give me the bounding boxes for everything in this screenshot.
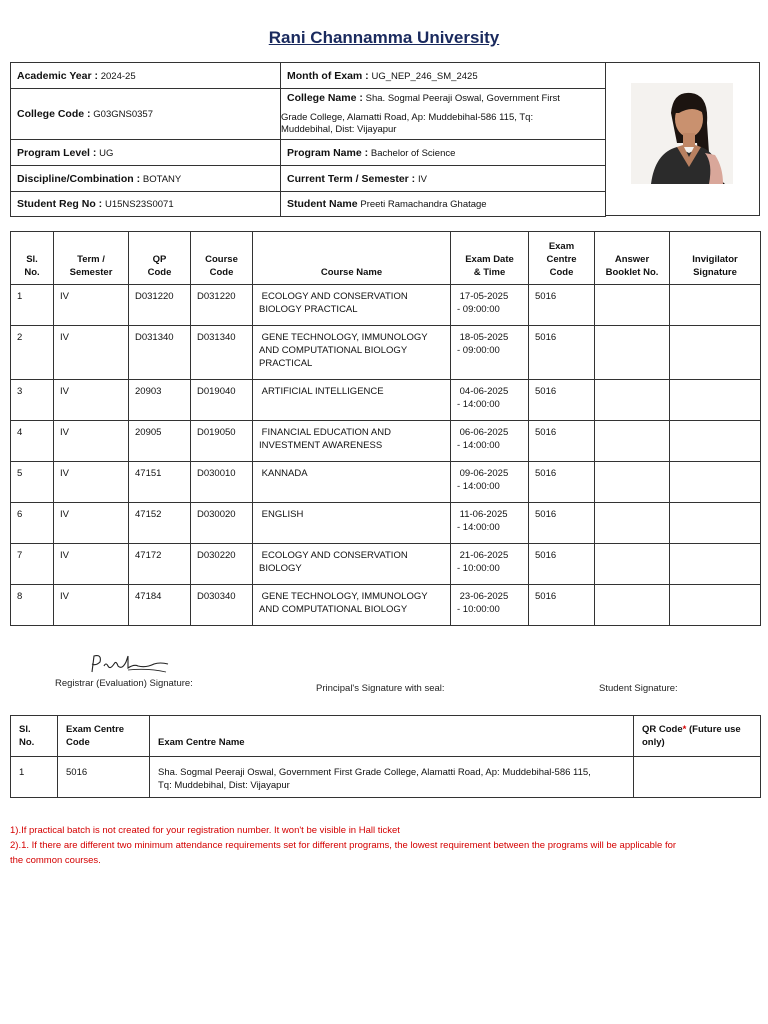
course-row <box>11 462 761 503</box>
exam-centre-table <box>10 715 761 798</box>
course-code-cell: D030220 <box>191 544 253 585</box>
discipline-cell <box>11 166 281 192</box>
page-title: Rani Channamma University <box>268 28 500 47</box>
reg-no-cell <box>11 192 281 217</box>
exam-centre-cell: 5016 <box>529 421 595 462</box>
course-name-cell: ENGLISH <box>253 503 451 544</box>
course-code-cell: D030340 <box>191 585 253 626</box>
sl-no-cell: 5 <box>11 462 54 503</box>
term-cell: IV <box>54 380 129 421</box>
answer-booklet-cell <box>595 462 670 503</box>
qp-code-cell: 47172 <box>129 544 191 585</box>
invigilator-signature-cell <box>670 544 761 585</box>
college-code-cell <box>11 89 281 140</box>
college-name-line2: Grade College, Alamatti Road, Ap: Muddebihal-586 115, Tq: <box>281 112 534 123</box>
courses-header-row <box>11 232 761 285</box>
term-cell: IV <box>54 544 129 585</box>
course-code-cell: D019050 <box>191 421 253 462</box>
sl-no-cell: 6 <box>11 503 54 544</box>
course-row <box>11 544 761 585</box>
course-name-cell: KANNADA <box>253 462 451 503</box>
exam-date-cell: 09-06-2025 - 14:00:00 <box>451 462 529 503</box>
term-label: Current Term / Semester : <box>287 172 416 185</box>
note-2: 2).1. If there are different two minimum attendance requirements set for different programs, the lowest requirement between the programs will be applicable for <box>10 840 677 851</box>
student-name-cell <box>281 192 606 217</box>
exam-centre-cell: 5016 <box>529 585 595 626</box>
invigilator-signature-cell <box>670 421 761 462</box>
course-name-cell: FINANCIAL EDUCATION AND INVESTMENT AWARENESS <box>253 421 451 462</box>
centre-code-cell: 5016 <box>58 757 150 798</box>
exam-centre-cell: 5016 <box>529 380 595 421</box>
qr-code-cell <box>634 757 761 798</box>
course-row <box>11 285 761 326</box>
photo-box <box>606 62 760 216</box>
qp-code-cell: D031340 <box>129 326 191 380</box>
exam-centre-cell: 5016 <box>529 544 595 585</box>
note-2-continued: the common courses. <box>10 855 101 866</box>
exam-date-cell: 06-06-2025 - 14:00:00 <box>451 421 529 462</box>
registrar-signature-icon <box>88 652 172 678</box>
term-header: Term / Semester <box>54 232 129 285</box>
qp-code-cell: 47152 <box>129 503 191 544</box>
invigilator-signature-cell <box>670 462 761 503</box>
centre-sl-header: Sl. No. <box>11 716 58 757</box>
student-name-label: Student Name <box>287 198 358 210</box>
exam-centre-row <box>11 757 761 798</box>
qr-code-header: QR Code* (Future use only) <box>634 716 761 757</box>
term-cell: IV <box>54 285 129 326</box>
course-name-cell: ECOLOGY AND CONSERVATION BIOLOGY <box>253 544 451 585</box>
course-code-cell: D030020 <box>191 503 253 544</box>
exam-centre-cell: 5016 <box>529 326 595 380</box>
sl-no-header: Sl. No. <box>11 232 54 285</box>
qp-code-cell: 47184 <box>129 585 191 626</box>
answer-booklet-header: Answer Booklet No. <box>595 232 670 285</box>
answer-booklet-cell <box>595 380 670 421</box>
academic-year-label: Academic Year : <box>17 69 98 82</box>
sl-no-cell: 8 <box>11 585 54 626</box>
college-name-cell <box>281 89 606 140</box>
sl-no-cell: 1 <box>11 285 54 326</box>
exam-centre-code-header: Exam Centre Code <box>529 232 595 285</box>
invigilator-signature-cell <box>670 380 761 421</box>
student-photo <box>631 83 733 184</box>
centre-sl-cell: 1 <box>11 757 58 798</box>
month-value: UG_NEP_246_SM_2425 <box>371 70 478 82</box>
exam-centre-cell: 5016 <box>529 503 595 544</box>
program-name-cell <box>281 140 606 166</box>
student-signature-label: Student Signature: <box>599 683 678 694</box>
invigilator-signature-header: Invigilator Signature <box>670 232 761 285</box>
course-code-cell: D019040 <box>191 380 253 421</box>
course-code-cell: D030010 <box>191 462 253 503</box>
discipline-value: BOTANY <box>142 173 182 185</box>
course-name-cell: GENE TECHNOLOGY, IMMUNOLOGY AND COMPUTATIONAL BIOLOGY <box>253 585 451 626</box>
term-value: IV <box>417 173 427 185</box>
college-name-line1: Sha. Sogmal Peeraji Oswal, Government First <box>365 93 560 104</box>
invigilator-signature-cell <box>670 285 761 326</box>
exam-centre-cell: 5016 <box>529 462 595 503</box>
answer-booklet-cell <box>595 585 670 626</box>
answer-booklet-cell <box>595 421 670 462</box>
course-name-cell: ECOLOGY AND CONSERVATION BIOLOGY PRACTICAL <box>253 285 451 326</box>
courses-table <box>10 231 761 626</box>
registrar-signature-label: Registrar (Evaluation) Signature: <box>55 678 193 689</box>
answer-booklet-cell <box>595 544 670 585</box>
program-name-label: Program Name : <box>287 146 369 159</box>
program-level-label: Program Level : <box>17 146 97 159</box>
qp-code-header: QP Code <box>129 232 191 285</box>
term-cell: IV <box>54 326 129 380</box>
month-cell <box>281 63 606 89</box>
term-cell <box>281 166 606 192</box>
principal-signature-label: Principal's Signature with seal: <box>316 683 445 694</box>
course-name-cell: GENE TECHNOLOGY, IMMUNOLOGY AND COMPUTATIONAL BIOLOGY PRACTICAL <box>253 326 451 380</box>
academic-year-value: 2024-25 <box>100 70 136 82</box>
course-row <box>11 380 761 421</box>
month-label: Month of Exam : <box>287 69 369 82</box>
reg-no-value: U15NS23S0071 <box>104 199 174 210</box>
college-code-label: College Code : <box>17 108 91 120</box>
exam-date-cell: 21-06-2025 - 10:00:00 <box>451 544 529 585</box>
term-cell: IV <box>54 503 129 544</box>
answer-booklet-cell <box>595 503 670 544</box>
student-photo-icon <box>631 83 733 184</box>
exam-date-cell: 04-06-2025 - 14:00:00 <box>451 380 529 421</box>
term-cell: IV <box>54 585 129 626</box>
course-row <box>11 326 761 380</box>
note-1: 1).If practical batch is not created for your registration number. It won't be visible in Hall ticket <box>10 825 400 836</box>
qp-code-cell: 20905 <box>129 421 191 462</box>
program-level-value: UG <box>99 147 114 159</box>
exam-centre-header-row <box>11 716 761 757</box>
student-info-table <box>10 62 606 217</box>
college-name-line3: Muddebihal, Dist: Vijayapur <box>281 124 397 135</box>
answer-booklet-cell <box>595 326 670 380</box>
reg-no-label: Student Reg No : <box>17 198 103 210</box>
course-row <box>11 585 761 626</box>
exam-date-cell: 11-06-2025 - 14:00:00 <box>451 503 529 544</box>
program-name-value: Bachelor of Science <box>370 147 456 159</box>
course-code-cell: D031340 <box>191 326 253 380</box>
academic-year-cell <box>11 63 281 89</box>
centre-name-header: Exam Centre Name <box>150 716 634 757</box>
course-code-header: Course Code <box>191 232 253 285</box>
invigilator-signature-cell <box>670 326 761 380</box>
invigilator-signature-cell <box>670 585 761 626</box>
centre-name-cell: Sha. Sogmal Peeraji Oswal, Government First Grade College, Alamatti Road, Ap: Muddebihal-586 115, Tq: Muddebihal, Dist: Vijayapur <box>150 757 634 798</box>
exam-date-cell: 17-05-2025 - 09:00:00 <box>451 285 529 326</box>
qp-code-cell: D031220 <box>129 285 191 326</box>
sl-no-cell: 7 <box>11 544 54 585</box>
notes <box>10 823 760 868</box>
sl-no-cell: 4 <box>11 421 54 462</box>
sl-no-cell: 3 <box>11 380 54 421</box>
exam-date-cell: 23-06-2025 - 10:00:00 <box>451 585 529 626</box>
course-name-header: Course Name <box>253 232 451 285</box>
program-level-cell <box>11 140 281 166</box>
invigilator-signature-cell <box>670 503 761 544</box>
sl-no-cell: 2 <box>11 326 54 380</box>
course-name-cell: ARTIFICIAL INTELLIGENCE <box>253 380 451 421</box>
centre-code-header: Exam Centre Code <box>58 716 150 757</box>
course-row <box>11 503 761 544</box>
qp-code-cell: 20903 <box>129 380 191 421</box>
exam-date-cell: 18-05-2025 - 09:00:00 <box>451 326 529 380</box>
qp-code-cell: 47151 <box>129 462 191 503</box>
term-cell: IV <box>54 421 129 462</box>
discipline-label: Discipline/Combination : <box>17 172 141 185</box>
exam-date-header: Exam Date & Time <box>451 232 529 285</box>
student-name-value: Preeti Ramachandra Ghatage <box>360 199 487 210</box>
term-cell: IV <box>54 462 129 503</box>
college-name-label: College Name : <box>287 92 363 104</box>
exam-centre-cell: 5016 <box>529 285 595 326</box>
course-code-cell: D031220 <box>191 285 253 326</box>
college-code-value: G03GNS0357 <box>93 109 153 120</box>
answer-booklet-cell <box>595 285 670 326</box>
course-row <box>11 421 761 462</box>
